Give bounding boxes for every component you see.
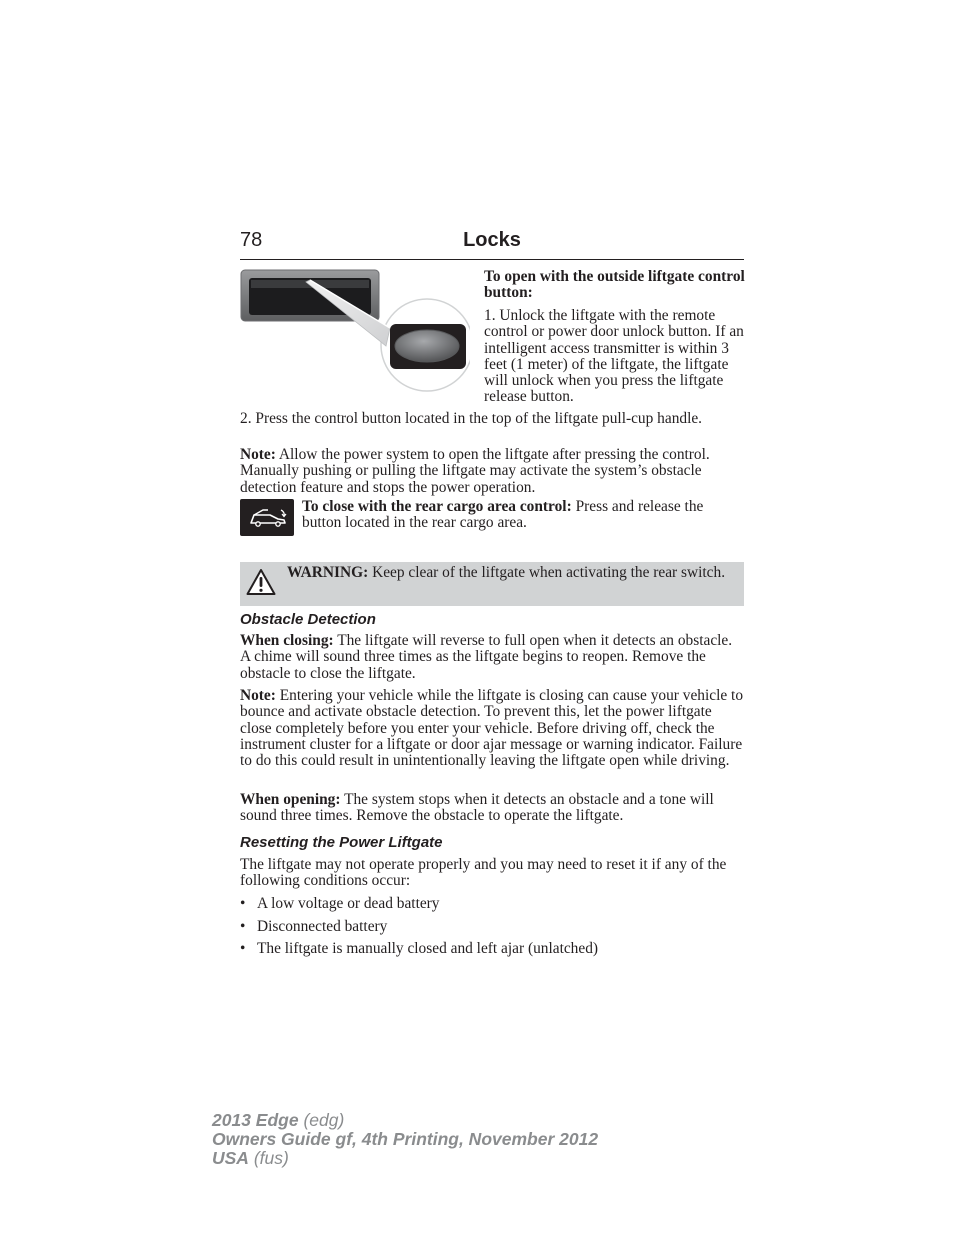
obstacle-detection-heading: Obstacle Detection	[240, 611, 376, 628]
warning-text: WARNING: Keep clear of the liftgate when activating the rear switch.	[287, 564, 726, 581]
bullet: •	[240, 895, 246, 912]
footer-region-line: USA (fus)	[212, 1148, 289, 1168]
close-instruction: To close with the rear cargo area control: Press and release the button located in the rear cargo area.	[302, 498, 704, 532]
when-closing-paragraph: When closing: The liftgate will reverse to full open when it detects an obstacle. A chime will sound three times as the liftgate begins to reopen. Remove the obstacle to close the liftgate.	[240, 632, 733, 682]
footer-guide-line: Owners Guide gf, 4th Printing, November 2012	[212, 1129, 599, 1149]
open-step-2: 2. Press the control button located in the top of the liftgate pull-cup handle.	[240, 410, 703, 427]
conditions-list	[240, 896, 744, 964]
list-item: • Disconnected battery	[240, 917, 388, 935]
page-header	[240, 229, 744, 260]
when-opening-paragraph: When opening: The system stops when it detects an obstacle and a tone will sound three times. Remove the obstacle to operate the liftgate.	[240, 791, 714, 825]
list-item: • A low voltage or dead battery	[240, 895, 440, 912]
page-footer	[212, 1111, 598, 1168]
warning-box	[240, 562, 744, 606]
resetting-intro: The liftgate may not operate properly and you may need to reset it if any of the following conditions occur:	[240, 856, 727, 890]
bullet: •	[240, 917, 246, 935]
liftgate-close-switch-icon	[240, 499, 294, 536]
open-step-1: 1. Unlock the liftgate with the remote control or power door unlock button. If an intelligent access transmitter is within 3 feet (1 meter) of the liftgate, the liftgate will unlock when you press the liftgate release button.	[484, 307, 744, 406]
open-note: Note: Allow the power system to open the liftgate after pressing the control. Manually pushing or pulling the liftgate may activate the system’s obstacle detection feature and stops the power operation.	[240, 446, 710, 496]
chapter-title: Locks	[463, 229, 521, 251]
footer-model-line: 2013 Edge (edg)	[212, 1110, 345, 1130]
list-item: • The liftgate is manually closed and left ajar (unlatched)	[240, 940, 599, 957]
liftgate-handle-button-illustration	[240, 268, 470, 394]
open-heading: To open with the outside liftgate control button:	[484, 268, 745, 302]
resetting-heading: Resetting the Power Liftgate	[240, 834, 443, 851]
page-number: 78	[240, 229, 263, 251]
bullet: •	[240, 940, 246, 957]
obstacle-note-paragraph: Note: Entering your vehicle while the liftgate is closing can cause your vehicle to bounce and activate obstacle detection. To prevent this, let the power liftgate close completely before you enter your vehicle. Before driving off, check the instrument cluster for a liftgate or door ajar message or warning indicator. Failure to do this could result in unintentionally leaving the liftgate open while driving.	[240, 687, 744, 770]
warning-triangle-icon	[246, 568, 276, 596]
